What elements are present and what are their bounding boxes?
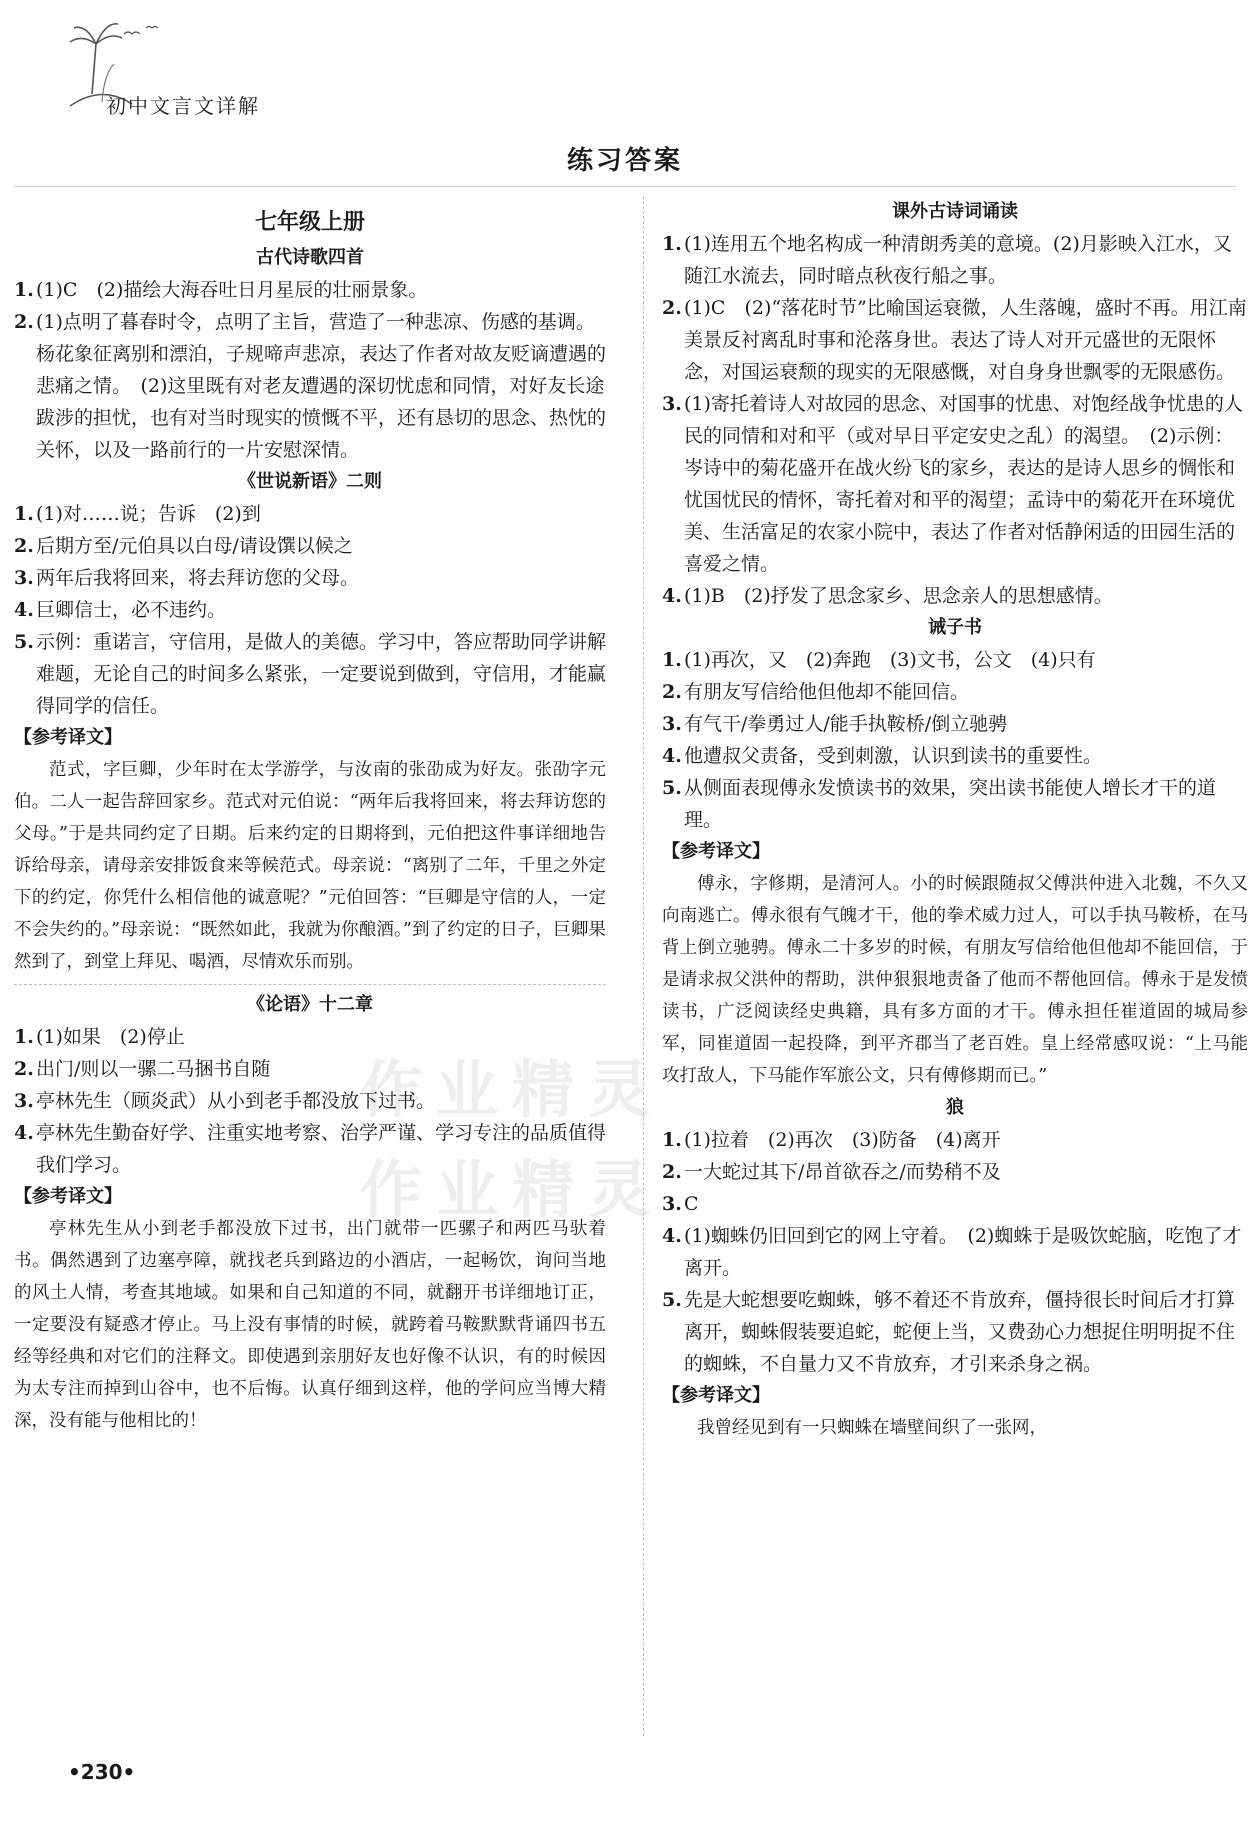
answer-number: 2. — [14, 311, 34, 333]
answer-text: 亭林先生（顾炎武）从小到老手都没放下过书。 — [36, 1090, 436, 1112]
answer-item — [14, 1085, 606, 1117]
answer-item — [14, 1117, 606, 1181]
grade-title: 七年级上册 — [254, 210, 365, 235]
book-header — [62, 14, 342, 118]
answer-item — [662, 708, 1248, 740]
right-column — [662, 196, 1248, 1444]
answer-text: (1)寄托着诗人对故园的思念、对国事的忧患、对饱经战争忧患的人民的同情和对和平（或对早日平定安史之乱）的渴望。 (2)示例：岑诗中的菊花盛开在战火纷飞的家乡，表达的是诗人思乡的惆怅和忧国忧民的情怀，寄托着对和平的渴望；孟诗中的菊花开在环境优美、生活富足的农家小院中，表达了作者对恬静闲适的田园生活的喜爱之情。 — [684, 393, 1243, 575]
translation-heading: 【参考译文】 — [14, 727, 122, 748]
answer-number: 4. — [662, 1225, 682, 1247]
watermark: 作业精灵 — [360, 1153, 665, 1226]
answer-text: (1)连用五个地名构成一种清朗秀美的意境。(2)月影映入江水，又随江水流去，同时暗点秋夜行船之事。 — [684, 233, 1232, 287]
answer-text: (1)蜘蛛仍旧回到它的网上守着。 (2)蜘蛛于是吸饮蛇脑，吃饱了才离开。 — [684, 1225, 1242, 1279]
answer-text: 从侧面表现傅永发愤读书的效果，突出读书能使人增长才干的道理。 — [684, 777, 1217, 831]
answer-text: 有朋友写信给他但他却不能回信。 — [684, 681, 970, 703]
answer-item — [662, 1188, 1248, 1220]
answer-text: 出门/则以一骡二马捆书自随 — [36, 1058, 271, 1080]
answer-item — [14, 306, 606, 466]
answer-item — [14, 594, 606, 626]
answer-text: 亭林先生勤奋好学、注重实地考察、治学严谨、学习专注的品质值得我们学习。 — [36, 1122, 607, 1176]
answer-number: 2. — [662, 681, 682, 703]
section-title: 古代诗歌四首 — [256, 247, 364, 268]
answer-text: (1)B (2)抒发了思念家乡、思念亲人的思想感情。 — [684, 585, 1113, 607]
answer-number: 4. — [662, 585, 682, 607]
answer-text: (1)对……说；告诉 (2)到 — [36, 503, 261, 525]
answer-text: (1)再次，又 (2)奔跑 (3)文书，公文 (4)只有 — [684, 649, 1096, 671]
answer-number: 2. — [14, 535, 34, 557]
answer-text: 示例：重诺言，守信用，是做人的美德。学习中，答应帮助同学讲解难题，无论自己的时间多么紧张，一定要说到做到，守信用，才能赢得同学的信任。 — [36, 631, 607, 717]
section-title: 诫子书 — [928, 617, 982, 638]
answer-item — [662, 676, 1248, 708]
answer-number: 4. — [14, 1122, 34, 1144]
watermark: 作业精灵 — [360, 1053, 665, 1126]
answer-item — [662, 228, 1248, 292]
answer-text: 巨卿信士，必不违约。 — [36, 599, 227, 621]
answer-number: 1. — [662, 233, 682, 255]
answer-text: 有气干/拳勇过人/能手执鞍桥/倒立驰骋 — [684, 713, 1008, 735]
answer-item — [14, 498, 606, 530]
section-title: 《世说新语》二则 — [238, 471, 382, 492]
answer-item — [662, 580, 1248, 612]
answer-number: 1. — [662, 1129, 682, 1151]
answer-number: 2. — [662, 1161, 682, 1183]
answer-number: 3. — [14, 567, 34, 589]
answer-item — [662, 1220, 1248, 1284]
answer-item — [14, 530, 606, 562]
answer-text: 先是大蛇想要吃蜘蛛，够不着还不肯放弃，僵持很长时间后才打算离开，蜘蛛假装要追蛇，蛇便上当，又费劲心力想捉住明明捉不住的蜘蛛，不自量力又不肯放弃，才引来杀身之祸。 — [684, 1289, 1236, 1375]
answer-number: 5. — [662, 1289, 682, 1311]
translation-paragraph: 我曾经见到有一只蜘蛛在墙壁间织了一张网， — [697, 1418, 1047, 1438]
answer-item — [14, 1021, 606, 1053]
answer-text: (1)点明了暮春时令，点明了主旨，营造了一种悲凉、伤感的基调。杨花象征离别和漂泊，子规啼声悲凉，表达了作者对故友贬谪遭遇的悲痛之情。 (2)这里既有对老友遭遇的深切忧虑和同情，对好友长途跋涉的担忧，也有对当时现实的愤慨不平，还有恳切的思念、热忱的关怀，以及一路前行的一片安慰深情。 — [36, 311, 607, 461]
answer-item — [662, 772, 1248, 836]
translation-paragraph: 傅永，字修期，是清河人。小的时候跟随叔父傅洪仲进入北魏，不久又向南逃亡。傅永很有气魄才干，他的拳术威力过人，可以手执马鞍桥，在马背上倒立驰骋。傅永二十多岁的时候，有朋友写信给他但他却不能回信，于是请求叔父洪仲的帮助，洪仲狠狠地责备了他而不帮他回信。傅永于是发愤读书，广泛阅读经史典籍，具有多方面的才干。傅永担任崔道固的城局参军，同崔道固一起投降，到平齐郡当了老百姓。皇上经常感叹说：“上马能攻打敌人，下马能作军旅公文，只有傅修期而已。” — [662, 874, 1248, 1086]
answer-item — [662, 644, 1248, 676]
answer-item — [662, 740, 1248, 772]
answer-number: 3. — [662, 713, 682, 735]
answer-text: (1)如果 (2)停止 — [36, 1026, 185, 1048]
answer-text: 一大蛇过其下/昂首欲吞之/而势稍不及 — [684, 1161, 1001, 1183]
answer-item — [662, 388, 1248, 580]
answer-number: 5. — [662, 777, 682, 799]
answer-item — [14, 1053, 606, 1085]
translation-heading: 【参考译文】 — [14, 1186, 122, 1207]
answer-item — [14, 626, 606, 722]
answer-number: 4. — [662, 745, 682, 767]
answer-number: 3. — [14, 1090, 34, 1112]
answer-text: (1)拉着 (2)再次 (3)防备 (4)离开 — [684, 1129, 1001, 1151]
answer-item — [662, 1156, 1248, 1188]
translation-paragraph: 范式，字巨卿，少年时在太学游学，与汝南的张劭成为好友。张劭字元伯。二人一起告辞回家乡。范式对元伯说：“两年后我将回来，将去拜访您的父母。”于是共同约定了日期。后来约定的日期将到，元伯把这件事详细地告诉给母亲，请母亲安排饭食来等候范式。母亲说：“离别了二年，千里之外定下的约定，你凭什么相信他的诚意呢？”元伯回答：“巨卿是守信的人，一定不会失约的。”母亲说：“既然如此，我就为你酿酒。”到了约定的日子，巨卿果然到了，到堂上拜见、喝酒，尽情欢乐而别。 — [14, 760, 606, 972]
answer-number: 5. — [14, 631, 34, 653]
answer-number: 3. — [662, 1193, 682, 1215]
answer-item — [662, 1124, 1248, 1156]
answer-number: 1. — [662, 649, 682, 671]
answer-number: 1. — [14, 279, 34, 301]
answer-number: 2. — [662, 297, 682, 319]
book-title: 初中文言文详解 — [106, 94, 260, 118]
translation-paragraph: 亭林先生从小到老手都没放下过书，出门就带一匹骡子和两匹马驮着书。偶然遇到了边塞亭障，就找老兵到路边的小酒店，一起畅饮，询问当地的风土人情，考查其地域。如果和自己知道的不同，就翻开书详细地订正，一定要没有疑惑才停止。马上没有事情的时候，就跨着马鞍默默背诵四书五经等经典和对它们的注释文。即使遇到亲朋好友也好像不认识，有的时候因为太专注而掉到山谷中，也不后悔。认真仔细到这样，他的学问应当博大精深，没有能与他相比的！ — [14, 1219, 606, 1431]
translation-heading: 【参考译文】 — [662, 1385, 770, 1406]
answer-number: 3. — [662, 393, 682, 415]
answer-text: (1)C (2)描绘大海吞吐日月星辰的壮丽景象。 — [36, 279, 428, 301]
answer-item — [662, 1284, 1248, 1380]
section-title: 狼 — [946, 1097, 964, 1118]
answer-number: 1. — [14, 1026, 34, 1048]
section-divider — [14, 984, 606, 985]
column-divider — [643, 196, 644, 1736]
answer-item — [14, 274, 606, 306]
answer-text: 后期方至/元伯具以白母/请设馔以候之 — [36, 535, 353, 557]
answer-number: 1. — [14, 503, 34, 525]
answer-text: (1)C (2)“落花时节”比喻国运衰微，人生落魄，盛时不再。用江南美景反衬离乱时事和沦落身世。表达了诗人对开元盛世的无限怀念，对国运衰颓的现实的无限感慨，对自身身世飘零的无限感伤。 — [684, 297, 1247, 383]
answer-text: 两年后我将回来，将去拜访您的父母。 — [36, 567, 360, 589]
answer-text: C — [684, 1193, 699, 1215]
page-number: •230• — [68, 1760, 136, 1784]
section-title: 《论语》十二章 — [247, 994, 373, 1015]
answer-text: 他遭叔父责备，受到刺激，认识到读书的重要性。 — [684, 745, 1103, 767]
left-column — [14, 196, 606, 1437]
section-title: 课外古诗词诵读 — [892, 201, 1018, 222]
answer-item — [662, 292, 1248, 388]
title-rule — [14, 186, 1236, 187]
answer-item — [14, 562, 606, 594]
answer-number: 2. — [14, 1058, 34, 1080]
translation-heading: 【参考译文】 — [662, 841, 770, 862]
answer-number: 4. — [14, 599, 34, 621]
page-title: 练习答案 — [566, 146, 683, 176]
